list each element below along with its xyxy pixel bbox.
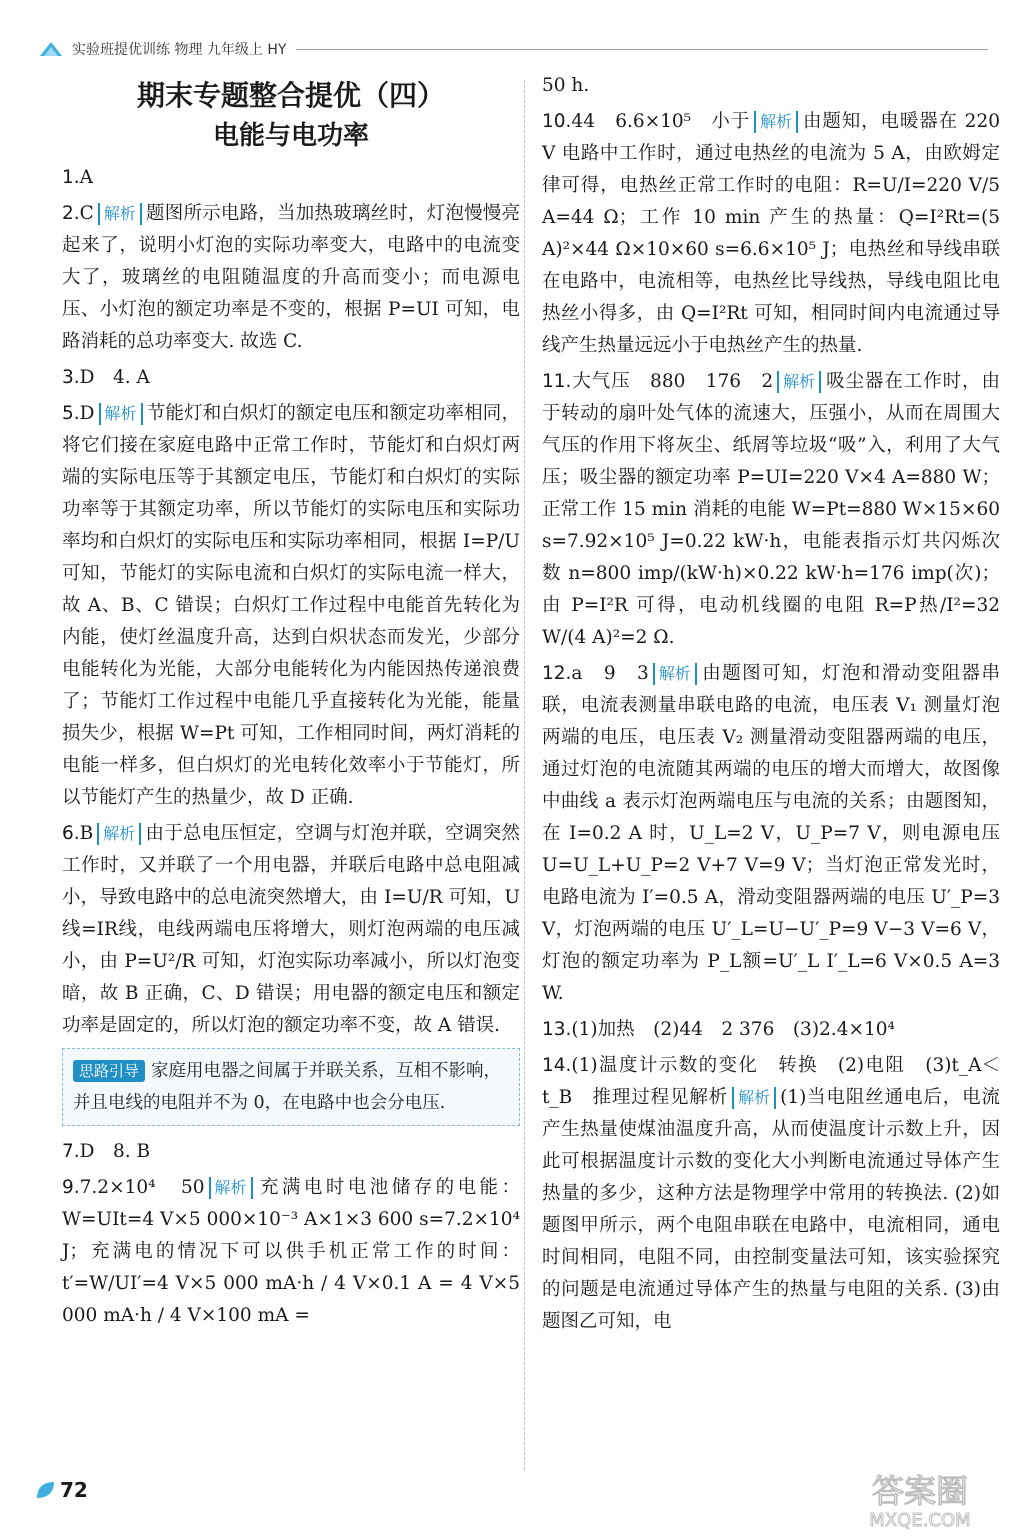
answer-number: 6. [62, 823, 80, 844]
analysis-tag: 解析 [777, 371, 821, 393]
answer-item [542, 106, 1000, 362]
answer-key: C [79, 203, 94, 224]
answer-key: a 9 3 [571, 663, 649, 684]
analysis-text: 由题知，电暖器在 220 V 电路中工作时，通过电热丝的电流为 5 A，由欧姆定律可得，电热丝正常工作时的电阻：R=U/I=220 V/5 A=44 Ω；工作 10 min 产生的热量：Q=I²Rt=(5 A)²×44 Ω×10×60 s=6.6×10⁵ J；电热丝和导线串联在电路中，电流相等，电热丝比导线热，导线电阻比电热丝小得多，由 Q=I²Rt 可知，相同时间内电流通过导线产生热量远远小于电热丝产生的热量. [542, 111, 1000, 356]
answer-text: 50 h. [542, 75, 590, 96]
answer-item [62, 1136, 520, 1168]
answer-number: 11. [542, 371, 572, 392]
analysis-text: 吸尘器在工作时，由于转动的扇叶处气体的流速大，压强小，从而在周围大气压的作用下将灰尘、纸屑等垃圾“吸”入，利用了大气压；吸尘器的额定功率 P=UI=220 V×4 A=880 W；正常工作 15 min 消耗的电能 W=Pt=880 W×15×60 s=7.92×10⁵ J=0.22 kW·h，电能表指示灯共闪烁次数 n=800 imp/(kW·h)×0.22 kW·h=176 imp(次)；由 P=I²R 可得，电动机线圈的电阻 R=P热/I²=32 W/(4 A)²=2 Ω. [542, 371, 1000, 648]
answer-text: D 8. B [79, 1141, 151, 1162]
answer-number: 1. [62, 167, 80, 188]
header-rule [296, 49, 988, 50]
answer-number: 13. [542, 1019, 572, 1040]
watermark-logo [830, 1466, 1010, 1532]
column-divider [524, 80, 525, 1470]
left-answer-list [62, 162, 520, 1042]
book-logo-icon [38, 38, 64, 60]
answer-number: 2. [62, 203, 80, 224]
answer-key: 7.2×10⁴ 50 [79, 1177, 205, 1198]
page-header [38, 34, 988, 64]
analysis-text: 由题图可知，灯泡和滑动变阻器串联，电流表测量串联电路的电流，电压表 V₁ 测量灯泡两端的电压，电压表 V₂ 测量滑动变阻器两端的电压，通过灯泡的电流随其两端的电压的增大而增大，故图像中曲线 a 表示灯泡两端电压与电流的关系；由题图知，在 I=0.2 A 时，U_L=2 V，U_P=7 V，则电源电压 U=U_L+U_P=2 V+7 V=9 V；当灯泡正常发光时，电路电流为 I′=0.5 A，滑动变阻器两端的电压 U′_P=3 V，灯泡两端的电压 U′_L=U−U′_P=9 V−3 V=6 V，灯泡的额定功率为 P_L额=U′_L I′_L=6 V×0.5 A=3 W. [542, 663, 1000, 1004]
analysis-tag: 解析 [98, 203, 142, 225]
series-title: 实验班提优训练 物理 九年级上 HY [72, 42, 287, 58]
left-column [62, 70, 520, 1336]
hint-text: 家庭用电器之间属于并联关系，互相不影响，并且电线的电阻并不为 0，在电路中也会分电压. [73, 1061, 502, 1113]
page-number [34, 1478, 88, 1502]
answer-number: 14. [542, 1055, 572, 1076]
analysis-tag: 解析 [99, 403, 143, 425]
answer-item [62, 198, 520, 358]
section-subtitle: 电能与电功率 [212, 121, 369, 151]
analysis-text: 题图所示电路，当加热玻璃丝时，灯泡慢慢亮起来了，说明小灯泡的实际功率变大，电路中的电流变大了，玻璃丝的电阻随温度的升高而变小；而电源电压、小灯泡的额定功率是不变的，根据 P=UI 可知，电路消耗的总功率变大. 故选 C. [62, 203, 520, 352]
leaf-icon [34, 1479, 56, 1501]
answer-text: D 4. A [79, 367, 150, 388]
answer-key: (1)温度计示数的变化 转换 (2)电阻 (3)t_A＜t_B 推理过程见解析 [542, 1055, 1000, 1108]
section-title: 期末专题整合提优（四） [136, 79, 445, 112]
analysis-tag: 解析 [732, 1087, 776, 1109]
answer-item [62, 818, 520, 1042]
answer-item [542, 70, 1000, 102]
analysis-tag: 解析 [754, 111, 798, 133]
page-number-text: 72 [60, 1478, 88, 1502]
answer-text: A [79, 167, 94, 188]
analysis-text: 节能灯和白炽灯的额定电压和额定功率相同，将它们接在家庭电路中正常工作时，节能灯和白炽灯两端的实际电压等于其额定电压，节能灯和白炽灯的实际功率等于其额定功率，所以节能灯的实际电压和实际功率均和白炽灯的实际电压和实际功率相同，根据 I=P/U 可知，节能灯的实际电流和白炽灯的实际电流一样大，故 A、B、C 错误；白炽灯工作过程中电能首先转化为内能，使灯丝温度升高，达到白炽状态而发光，少部分电能转化为光能，大部分电能转化为内能因热传递浪费了；节能灯工作过程中电能几乎直接转化为光能，能量损失少，根据 W=Pt 可知，工作相同时间，两灯消耗的电能一样多，但白炽灯的光电转化效率小于节能灯，所以节能灯产生的热量少，故 D 正确. [62, 403, 520, 808]
answer-item [62, 1172, 520, 1332]
left-answer-list-2 [62, 1136, 520, 1332]
answer-key: 大气压 880 176 2 [571, 371, 774, 392]
answer-number: 9. [62, 1177, 80, 1198]
analysis-text: (1)当电阻丝通电后，电流产生热量使煤油温度升高，从而使温度计示数上升，因此可根据温度计示数的变化大小判断电流通过导体产生热量的多少，这种方法是物理学中常用的转换法. (2)如题图甲所示，两个电阻串联在电路中，电流相同，通电时间相同，电阻不同，由控制变量法可知，该实验探究的问题是电流通过导体产生的热量与电阻的关系. (3)由题图乙可知，电 [542, 1087, 1000, 1332]
right-column [542, 70, 1000, 1342]
answer-number: 10. [542, 111, 572, 132]
answer-number: 5. [62, 403, 80, 424]
answer-item [62, 398, 520, 814]
analysis-text: 由于总电压恒定，空调与灯泡并联，空调突然工作时，又并联了一个用电器，并联后电路中总电阻减小，导致电路中的总电流突然增大，由 I=U/R 可知，U线=IR线，电线两端电压将增大，则灯泡两端的电压减小，由 P=U²/R 可知，灯泡实际功率减小，所以灯泡变暗，故 B 正确，C、D 错误；用电器的额定电压和额定功率是固定的，所以灯泡的额定功率不变，故 A 错误. [62, 823, 520, 1036]
answer-number: 7. [62, 1141, 80, 1162]
answer-item [542, 658, 1000, 1010]
answer-number: 12. [542, 663, 572, 684]
answer-number: 3. [62, 367, 80, 388]
answer-key: 44 6.6×10⁵ 小于 [571, 111, 751, 132]
watermark-line2: MXQE.COM [869, 1510, 971, 1531]
answer-item [542, 1050, 1000, 1338]
answer-text: (1)加热 (2)44 2 376 (3)2.4×10⁴ [571, 1019, 895, 1040]
answer-key: B [79, 823, 94, 844]
watermark-line1: 答案圈 [871, 1472, 969, 1510]
answer-key: D [79, 403, 95, 424]
hint-box [62, 1048, 520, 1126]
analysis-tag: 解析 [97, 823, 141, 845]
answer-item [542, 366, 1000, 654]
analysis-text: 充满电时电池储存的电能：W=UIt=4 V×5 000×10⁻³ A×1×3 600 s=7.2×10⁴ J；充满电的情况下可以供手机正常工作的时间：t′=W/UI′=4 V×5 000 mA·h / 4 V×0.1 A = 4 V×5 000 mA·h / 4 V×100 mA = [62, 1177, 520, 1326]
analysis-tag: 解析 [653, 663, 697, 685]
right-answer-list [542, 70, 1000, 1338]
answer-item [62, 362, 520, 394]
answer-item [62, 162, 520, 194]
hint-label: 思路引导 [73, 1060, 145, 1082]
answer-item [542, 1014, 1000, 1046]
analysis-tag: 解析 [209, 1177, 253, 1199]
